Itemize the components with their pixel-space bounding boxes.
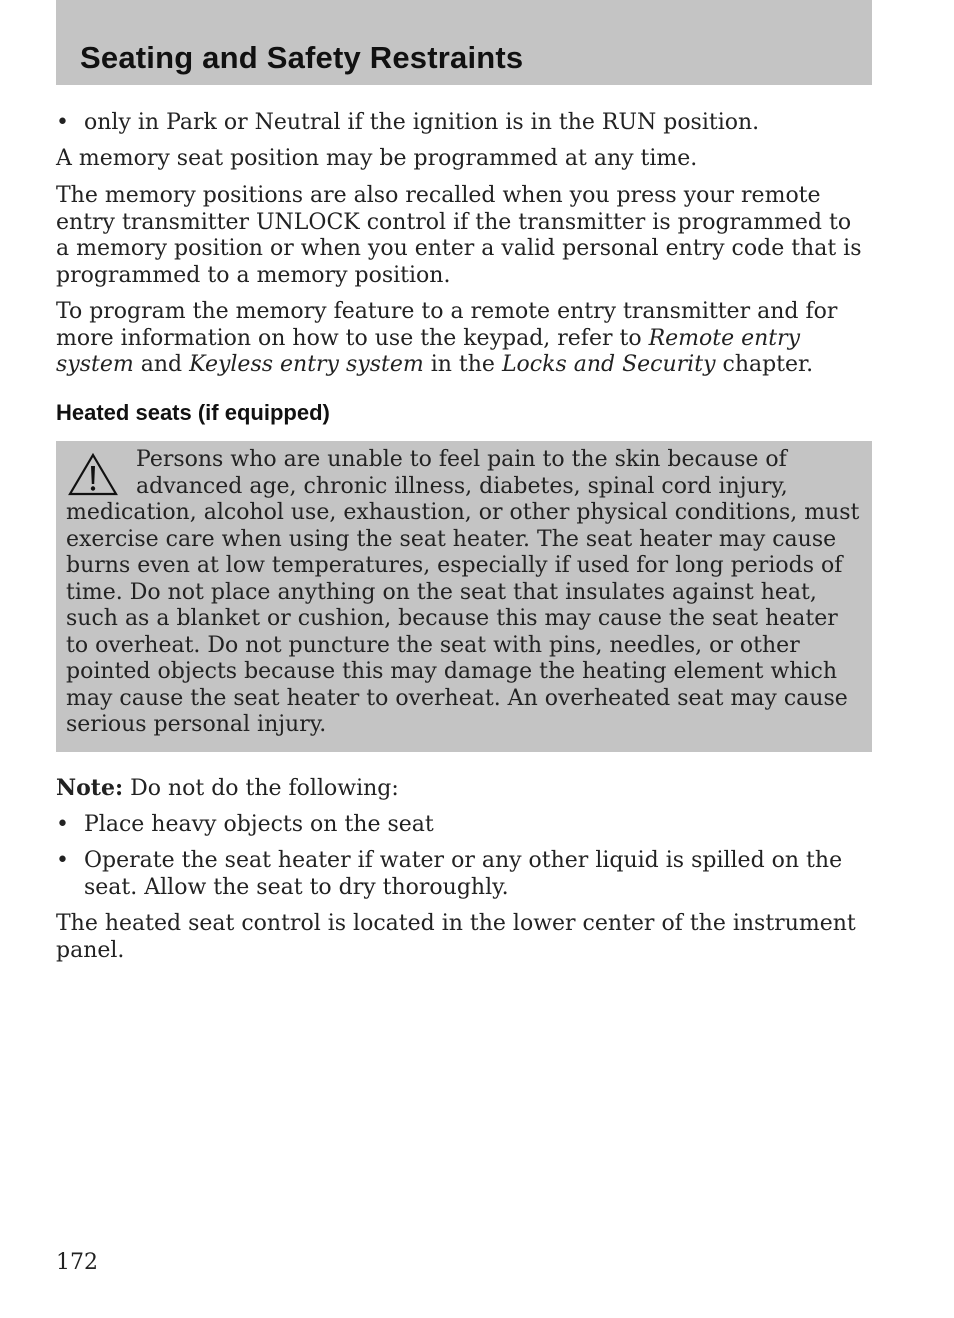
bullet-dot: • — [56, 110, 69, 135]
note-text: Do not do the following: — [123, 776, 399, 801]
warning-text — [66, 447, 860, 739]
warning-indent — [66, 447, 136, 500]
link-keyless-entry-system: Keyless entry system — [189, 352, 424, 377]
keypad-text-4: chapter. — [715, 352, 814, 377]
page-number: 172 — [56, 1250, 98, 1275]
list-item — [56, 812, 846, 839]
keypad-text-3: in the — [423, 352, 502, 377]
paragraph-program-anytime: A memory seat position may be programmed at any time. — [56, 146, 698, 171]
bullet-text: Place heavy objects on the seat — [84, 812, 434, 837]
list-item — [56, 110, 846, 137]
bullet-dot: • — [56, 812, 69, 837]
paragraph-keypad — [56, 299, 866, 379]
bullet-text: only in Park or Neutral if the ignition is in the RUN position. — [84, 110, 760, 135]
bullet-text: Operate the seat heater if water or any other liquid is spilled on the seat. Allow the seat to dry thoroughly. — [84, 848, 843, 900]
section-heading-heated-seats: Heated seats (if equipped) — [56, 400, 330, 425]
warning-body: Persons who are unable to feel pain to the skin because of advanced age, chronic illness, diabetes, spinal cord injury, medication, alcohol use, exhaustion, or other physical conditions, must exercise care when using the seat heater. The seat heater may cause burns even at low temperatures, especially if used for long periods of time. Do not place anything on the seat that insulates against heat, such as a blanket or cushion, because this may cause the seat heater to overheat. Do not puncture the seat with pins, needles, or other pointed objects because this may damage the heating element which may cause the seat heater to overheat. An overheated seat may cause serious personal injury. — [66, 447, 860, 737]
link-remote-entry-system: Remote entry system — [56, 325, 801, 377]
note-paragraph — [56, 775, 866, 803]
warning-box — [56, 441, 872, 752]
bullet-dot: • — [56, 848, 69, 873]
link-locks-and-security: Locks and Security — [501, 352, 716, 377]
note-label: Note: — [56, 775, 124, 801]
page-title: Seating and Safety Restraints — [80, 40, 524, 75]
keypad-text-2: and — [133, 352, 190, 377]
paragraph-recall: The memory positions are also recalled when you press your remote entry transmitter UNLOCK control if the transmitter is programmed to a memory position or when you enter a valid personal entry code that is programmed to a memory position. — [56, 183, 862, 288]
paragraph-location: The heated seat control is located in the lower center of the instrument panel. — [56, 911, 856, 963]
keypad-text-1: To program the memory feature to a remote entry transmitter and for more information on how to use the keypad, refer to — [56, 299, 838, 351]
list-item — [56, 848, 846, 901]
